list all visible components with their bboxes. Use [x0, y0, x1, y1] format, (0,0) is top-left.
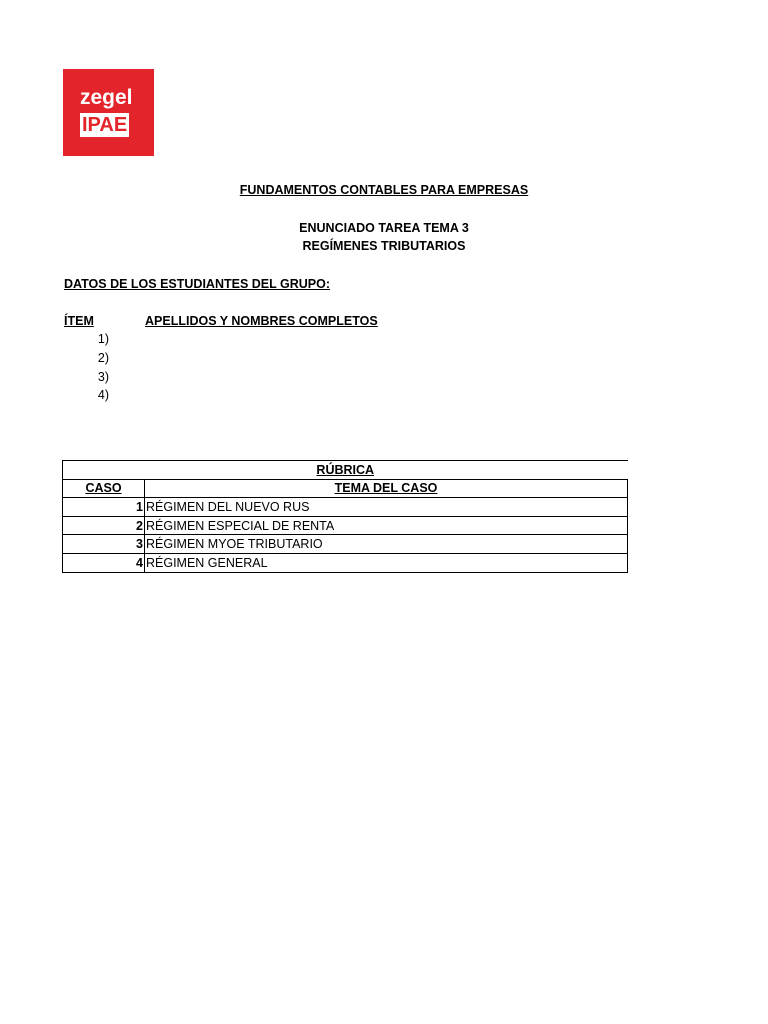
zegel-ipae-logo: [63, 69, 154, 156]
item-column-header: ÍTEM: [64, 314, 94, 328]
students-section-title: DATOS DE LOS ESTUDIANTES DEL GRUPO:: [64, 277, 330, 291]
student-item-number: 1): [97, 332, 109, 346]
topic-column-header: TEMA DEL CASO: [145, 479, 628, 498]
rubric-table: [62, 460, 628, 573]
case-number: 4: [63, 553, 145, 572]
case-number: 1: [63, 498, 145, 517]
student-item-number: 4): [97, 388, 109, 402]
logo-wordmark-zegel: zegel: [80, 86, 133, 109]
case-column-header: CASO: [63, 479, 145, 498]
student-item-number: 3): [97, 370, 109, 384]
student-item-number: 2): [97, 351, 109, 365]
logo-wordmark-ipae: IPAE: [82, 114, 128, 136]
topic-title: REGÍMENES TRIBUTARIOS: [302, 239, 466, 253]
rubric-title-row: [63, 461, 628, 480]
rubric-header-row: [63, 479, 628, 498]
case-topic: RÉGIMEN DEL NUEVO RUS: [145, 498, 628, 517]
case-topic: RÉGIMEN GENERAL: [145, 553, 628, 572]
rubric-title: RÚBRICA: [63, 461, 628, 480]
case-topic: RÉGIMEN ESPECIAL DE RENTA: [145, 516, 628, 535]
table-row: [63, 498, 628, 517]
table-row: [63, 553, 628, 572]
case-topic: RÉGIMEN MYOE TRIBUTARIO: [145, 535, 628, 554]
names-column-header: APELLIDOS Y NOMBRES COMPLETOS: [145, 314, 378, 328]
case-number: 3: [63, 535, 145, 554]
case-number: 2: [63, 516, 145, 535]
table-row: [63, 535, 628, 554]
course-title: FUNDAMENTOS CONTABLES PARA EMPRESAS: [239, 183, 529, 197]
table-row: [63, 516, 628, 535]
assignment-title: ENUNCIADO TAREA TEMA 3: [299, 221, 469, 235]
